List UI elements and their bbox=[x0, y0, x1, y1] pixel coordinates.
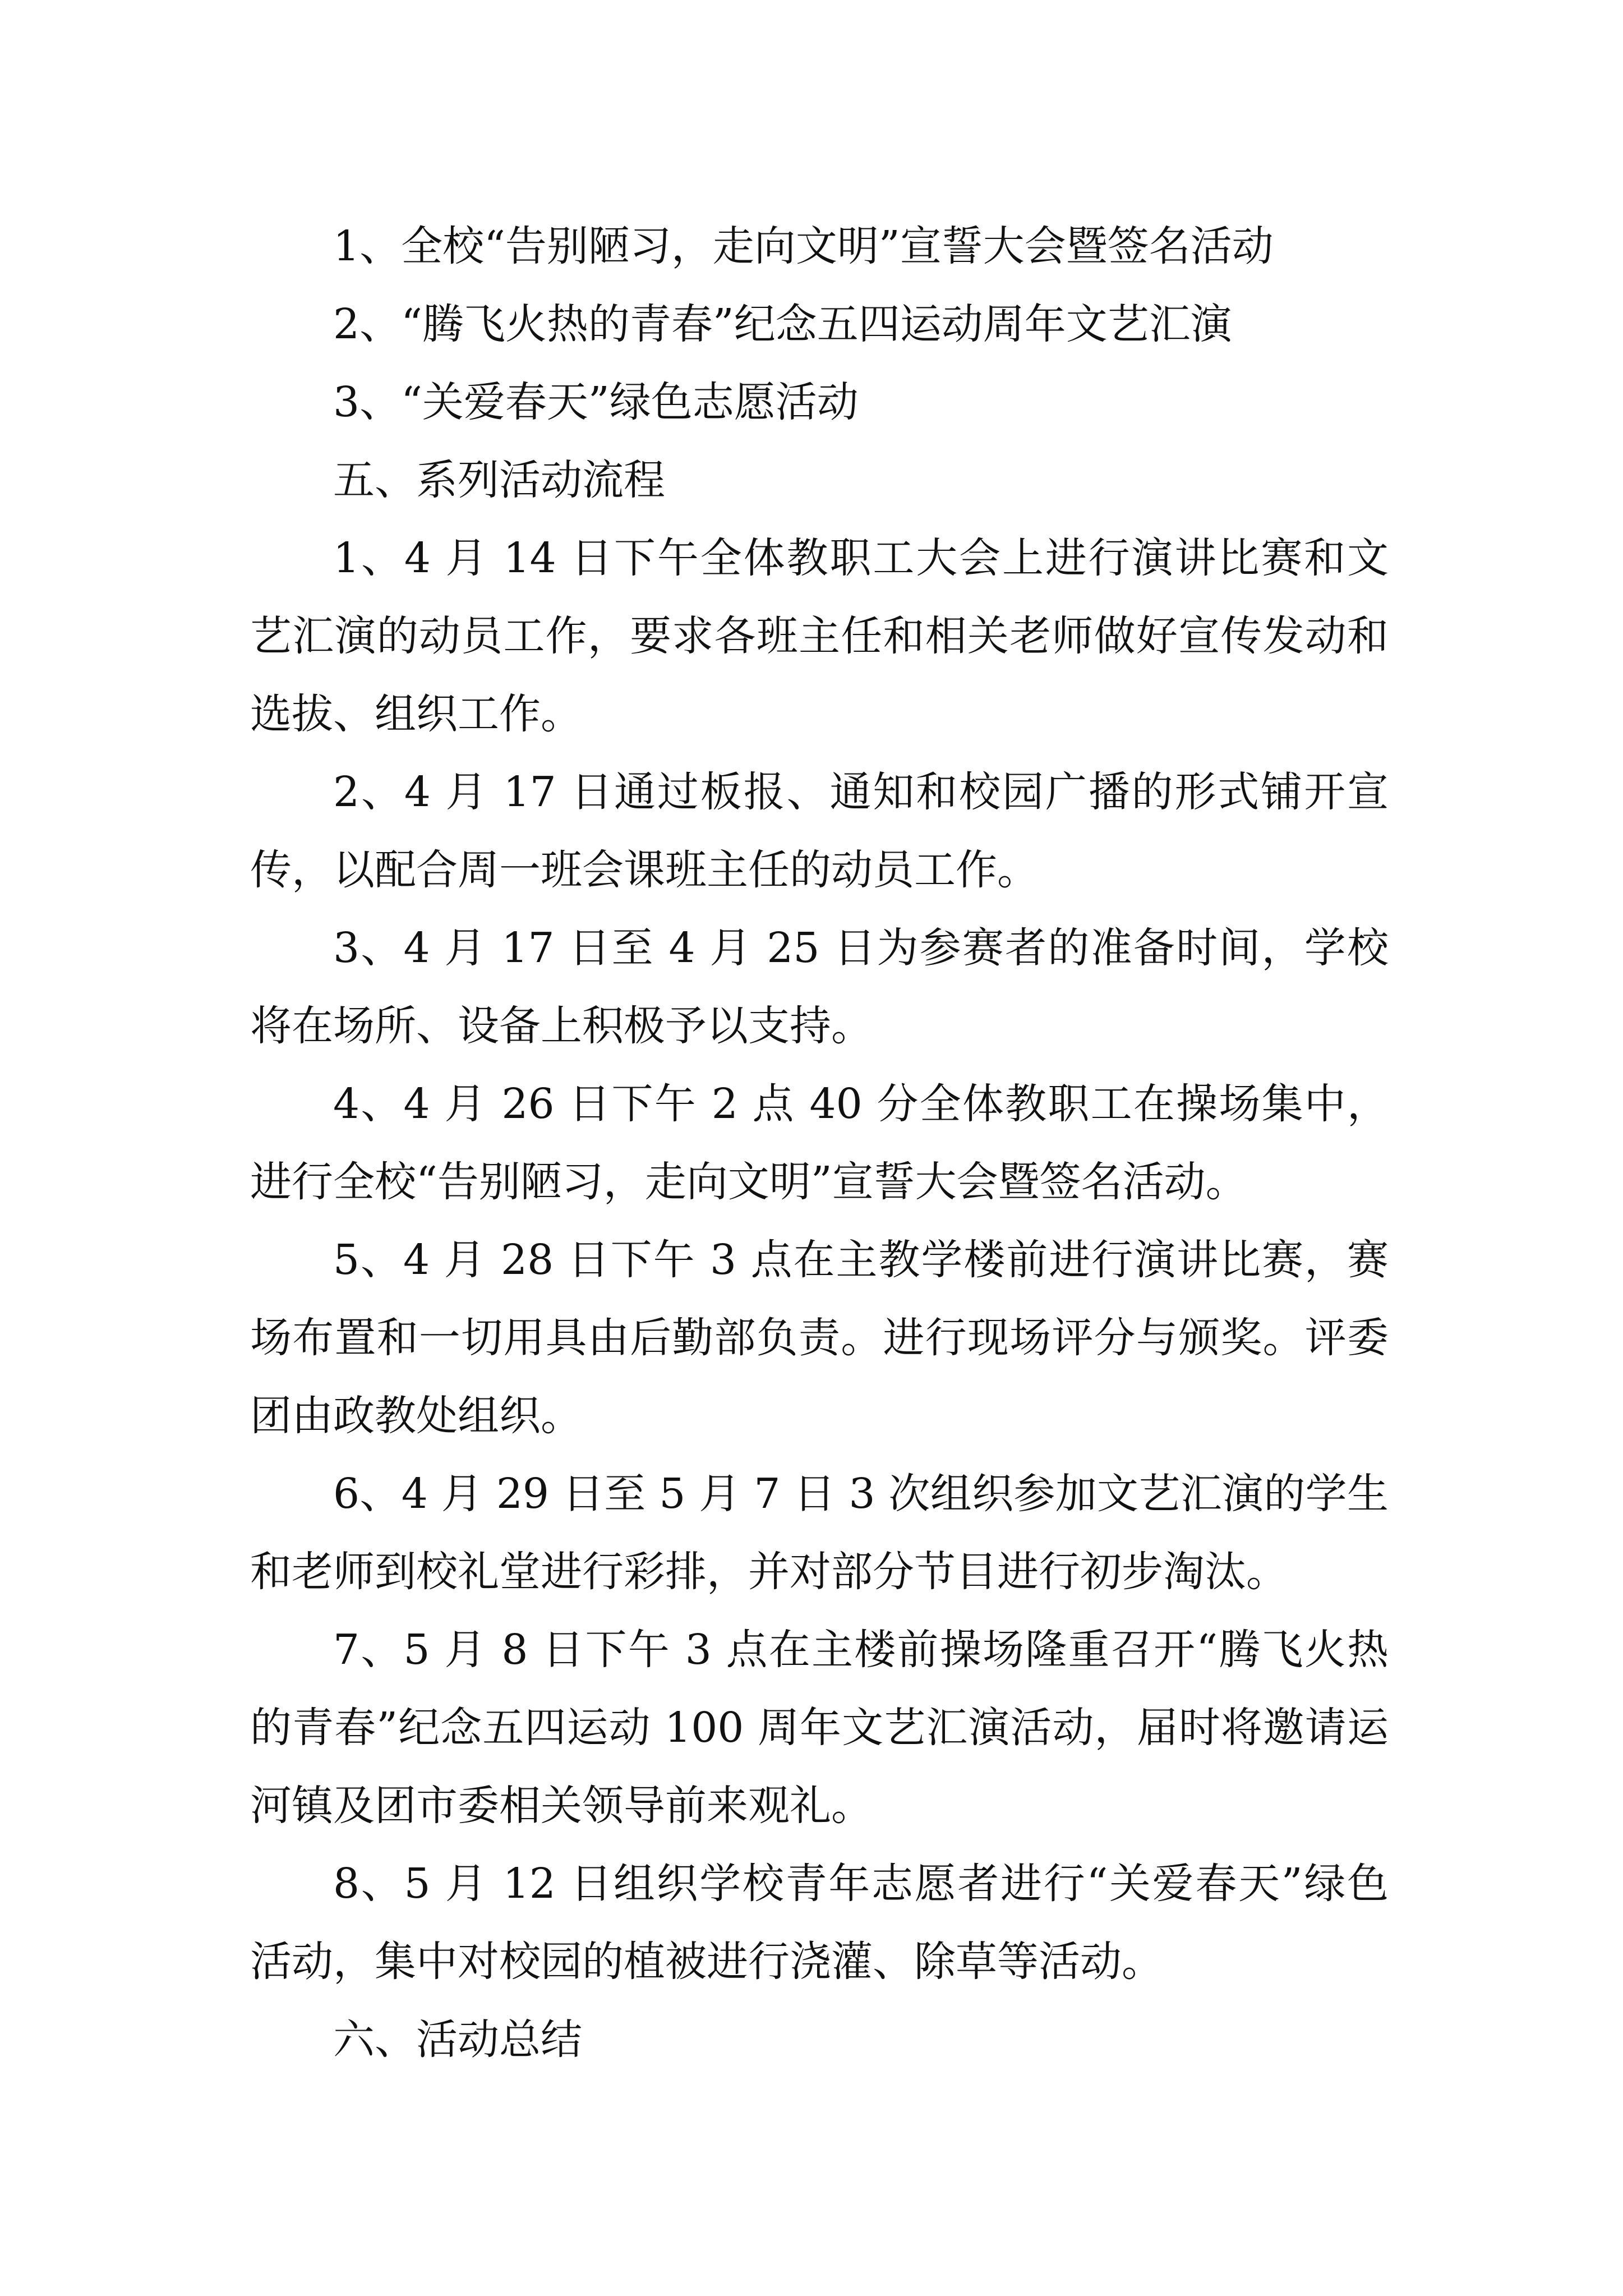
section-heading-process: 五、系列活动流程 bbox=[333, 456, 665, 504]
section-heading-summary: 六、活动总结 bbox=[333, 2016, 582, 2064]
process-step-1: 1、4 月 14 日下午全体教职工大会上进行演讲比赛和文艺汇演的动员工作，要求各班主任和相关老师做好宣传发动和选拔、组织工作。 bbox=[250, 534, 1389, 738]
process-step-5: 5、4 月 28 日下午 3 点在主教学楼前进行演讲比赛，赛场布置和一切用具由后勤部负责。进行现场评分与颁奖。评委团由政教处组织。 bbox=[250, 1236, 1389, 1440]
process-step-2: 2、4 月 17 日通过板报、通知和校园广播的形式铺开宣传，以配合周一班会课班主任的动员工作。 bbox=[250, 768, 1389, 894]
process-step-4: 4、4 月 26 日下午 2 点 40 分全体教职工在操场集中，进行全校“告别陋习，走向文明”宣誓大会暨签名活动。 bbox=[250, 1080, 1389, 1206]
list-item-activity-3: 3、“关爱春天”绿色志愿活动 bbox=[333, 378, 859, 426]
list-item-activity-2: 2、“腾飞火热的青春”纪念五四运动周年文艺汇演 bbox=[333, 300, 1232, 348]
process-step-8: 8、5 月 12 日组织学校青年志愿者进行“关爱春天”绿色活动，集中对校园的植被进行浇灌、除草等活动。 bbox=[250, 1860, 1389, 1986]
document-body bbox=[250, 208, 1389, 2079]
process-step-7: 7、5 月 8 日下午 3 点在主楼前操场隆重召开“腾飞火热的青春”纪念五四运动 100 周年文艺汇演活动，届时将邀请运河镇及团市委相关领导前来观礼。 bbox=[250, 1626, 1389, 1830]
process-step-6: 6、4 月 29 日至 5 月 7 日 3 次组织参加文艺汇演的学生和老师到校礼堂进行彩排，并对部分节目进行初步淘汰。 bbox=[250, 1470, 1389, 1596]
process-step-3: 3、4 月 17 日至 4 月 25 日为参赛者的准备时间，学校将在场所、设备上积极予以支持。 bbox=[250, 924, 1389, 1050]
list-item-activity-1: 1、全校“告别陋习，走向文明”宣誓大会暨签名活动 bbox=[333, 222, 1274, 270]
